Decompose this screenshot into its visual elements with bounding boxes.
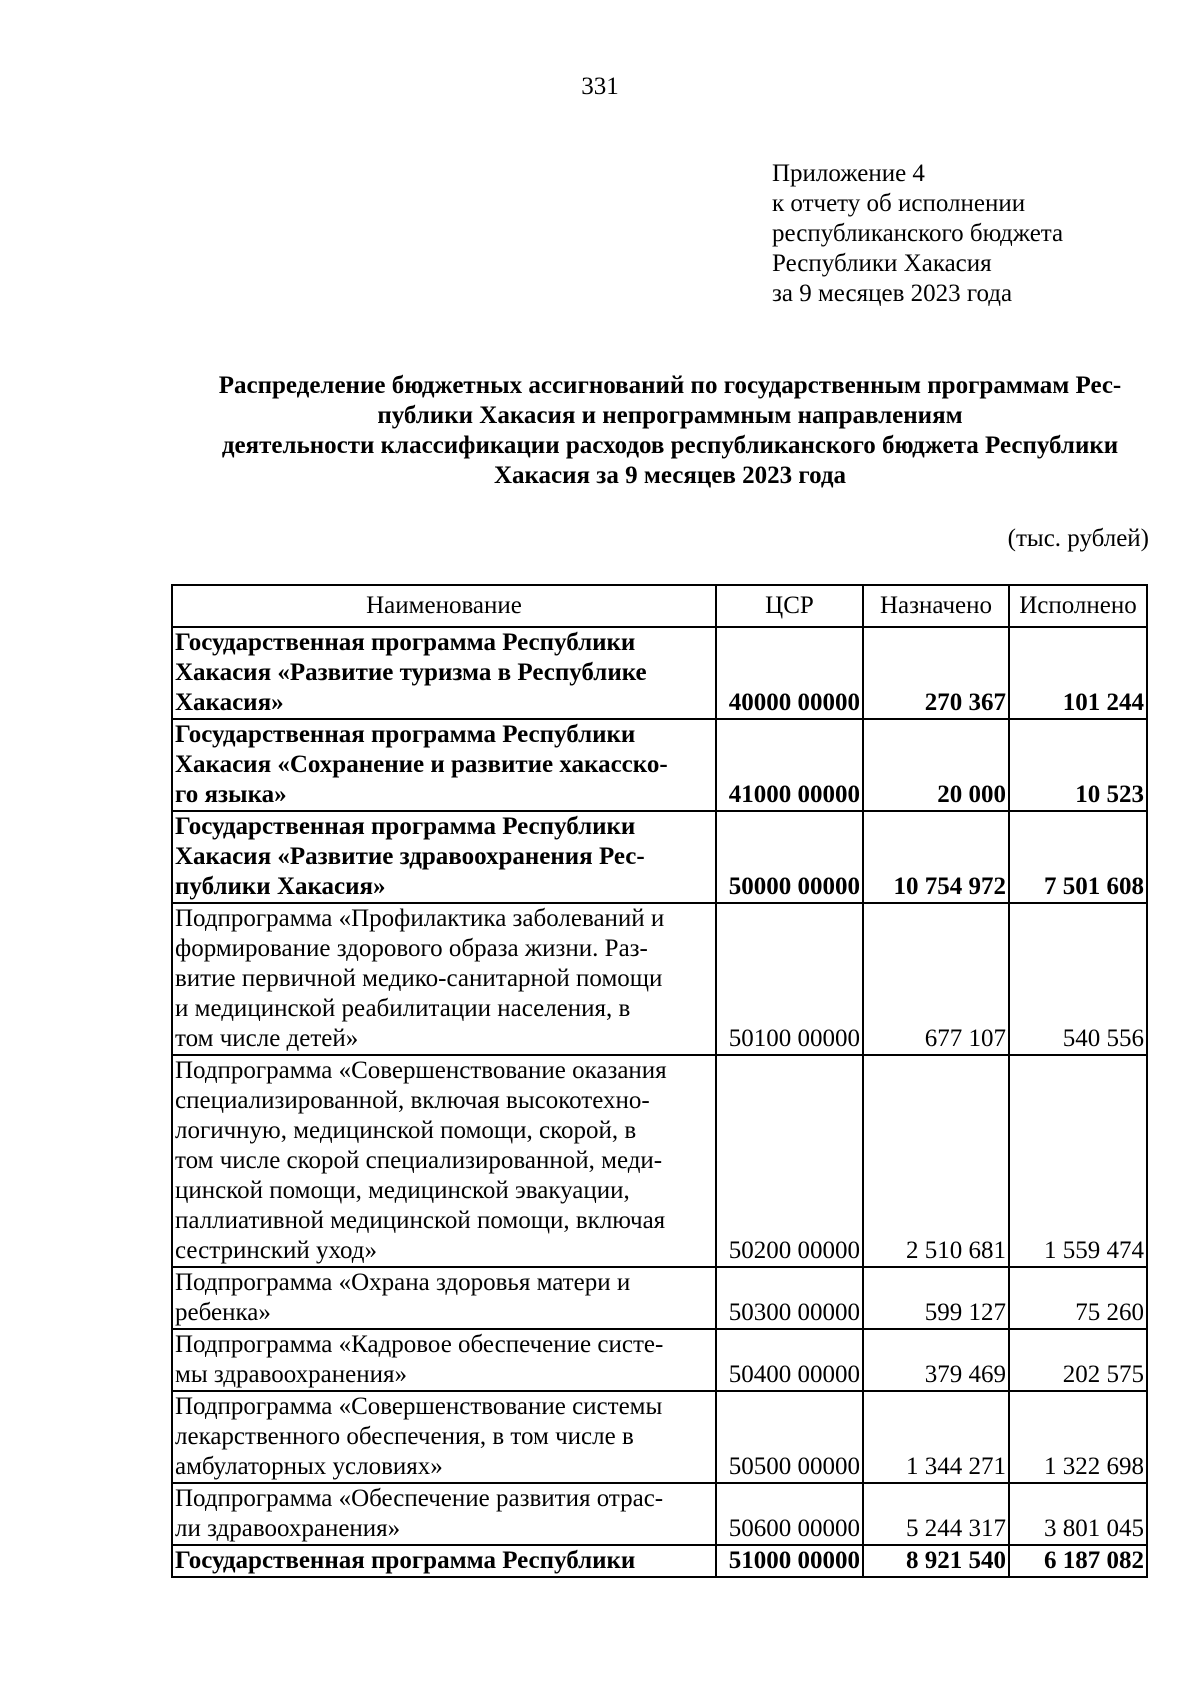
row-executed: 6 187 082 (1009, 1545, 1147, 1577)
title-line: публики Хакасия и непрограммным направлениям (377, 402, 963, 429)
row-assigned: 5 244 317 (863, 1483, 1009, 1545)
row-executed: 7 501 608 (1009, 811, 1147, 903)
row-csr: 41000 00000 (716, 719, 863, 811)
page-number: 331 (581, 73, 619, 100)
row-name: Подпрограмма «Кадровое обеспечение систе- мы здравоохранения» (172, 1329, 716, 1391)
row-csr: 40000 00000 (716, 627, 863, 719)
row-name: Подпрограмма «Обеспечение развития отрас- ли здравоохранения» (172, 1483, 716, 1545)
row-name: Государственная программа Республики Хакасия «Сохранение и развитие хакасско- го языка» (172, 719, 716, 811)
row-csr: 50400 00000 (716, 1329, 863, 1391)
row-executed: 75 260 (1009, 1267, 1147, 1329)
table-row (172, 811, 1147, 903)
table-header-row (172, 585, 1147, 627)
appendix-line: за 9 месяцев 2023 года (772, 280, 1013, 307)
title-line: деятельности классификации расходов республиканского бюджета Республики (221, 432, 1119, 459)
row-assigned: 379 469 (863, 1329, 1009, 1391)
row-assigned: 1 344 271 (863, 1391, 1009, 1483)
row-assigned: 599 127 (863, 1267, 1009, 1329)
units-label: (тыс. рублей) (1007, 525, 1149, 552)
row-name: Государственная программа Республики Хакасия «Развитие здравоохранения Рес- публики Хакасия» (172, 811, 716, 903)
row-name: Государственная программа Республики (172, 1545, 716, 1577)
row-name: Государственная программа Республики Хакасия «Развитие туризма в Республике Хакасия» (172, 627, 716, 719)
row-assigned: 20 000 (863, 719, 1009, 811)
column-header-executed: Исполнено (1009, 585, 1147, 627)
appendix-line: Приложение 4 (772, 160, 925, 187)
row-assigned: 2 510 681 (863, 1055, 1009, 1267)
table-row (172, 1267, 1147, 1329)
title-line: Распределение бюджетных ассигнований по государственным программам Рес- (218, 372, 1122, 399)
row-executed: 10 523 (1009, 719, 1147, 811)
table-row (172, 903, 1147, 1055)
appendix-line: к отчету об исполнении (772, 190, 1026, 217)
table-row (172, 627, 1147, 719)
row-csr: 50200 00000 (716, 1055, 863, 1267)
table-row (172, 719, 1147, 811)
column-header-assigned: Назначено (863, 585, 1009, 627)
row-name: Подпрограмма «Профилактика заболеваний и формирование здорового образа жизни. Раз- витие первичной медико-санитарной помощи и медицинской реабилитации населения, в том числе детей» (172, 903, 716, 1055)
row-name: Подпрограмма «Совершенствование системы лекарственного обеспечения, в том числе в амбулаторных условиях» (172, 1391, 716, 1483)
row-csr: 50000 00000 (716, 811, 863, 903)
table-row (172, 1391, 1147, 1483)
row-csr: 50100 00000 (716, 903, 863, 1055)
row-csr: 50300 00000 (716, 1267, 863, 1329)
row-assigned: 270 367 (863, 627, 1009, 719)
appendix-note (772, 159, 1063, 309)
row-assigned: 8 921 540 (863, 1545, 1009, 1577)
column-header-csr: ЦСР (716, 585, 863, 627)
row-executed: 3 801 045 (1009, 1483, 1147, 1545)
row-executed: 1 322 698 (1009, 1391, 1147, 1483)
table-row (172, 1483, 1147, 1545)
row-csr: 51000 00000 (716, 1545, 863, 1577)
document-title (180, 371, 1160, 491)
row-csr: 50600 00000 (716, 1483, 863, 1545)
row-assigned: 677 107 (863, 903, 1009, 1055)
row-executed: 202 575 (1009, 1329, 1147, 1391)
budget-table (171, 584, 1148, 1578)
row-csr: 50500 00000 (716, 1391, 863, 1483)
table-row (172, 1329, 1147, 1391)
title-line: Хакасия за 9 месяцев 2023 года (493, 462, 847, 489)
row-executed: 1 559 474 (1009, 1055, 1147, 1267)
table-row (172, 1055, 1147, 1267)
appendix-line: республиканского бюджета (772, 220, 1064, 247)
row-executed: 101 244 (1009, 627, 1147, 719)
row-assigned: 10 754 972 (863, 811, 1009, 903)
appendix-line: Республики Хакасия (772, 250, 992, 277)
row-name: Подпрограмма «Совершенствование оказания специализированной, включая высокотехно- логичную, медицинской помощи, скорой, в том числе скорой специализированной, меди- цинской помощи, медицинской эвакуации, паллиативной медицинской помощи, включая сестринский уход» (172, 1055, 716, 1267)
row-executed: 540 556 (1009, 903, 1147, 1055)
table-row (172, 1545, 1147, 1577)
row-name: Подпрограмма «Охрана здоровья матери и ребенка» (172, 1267, 716, 1329)
column-header-name: Наименование (172, 585, 716, 627)
